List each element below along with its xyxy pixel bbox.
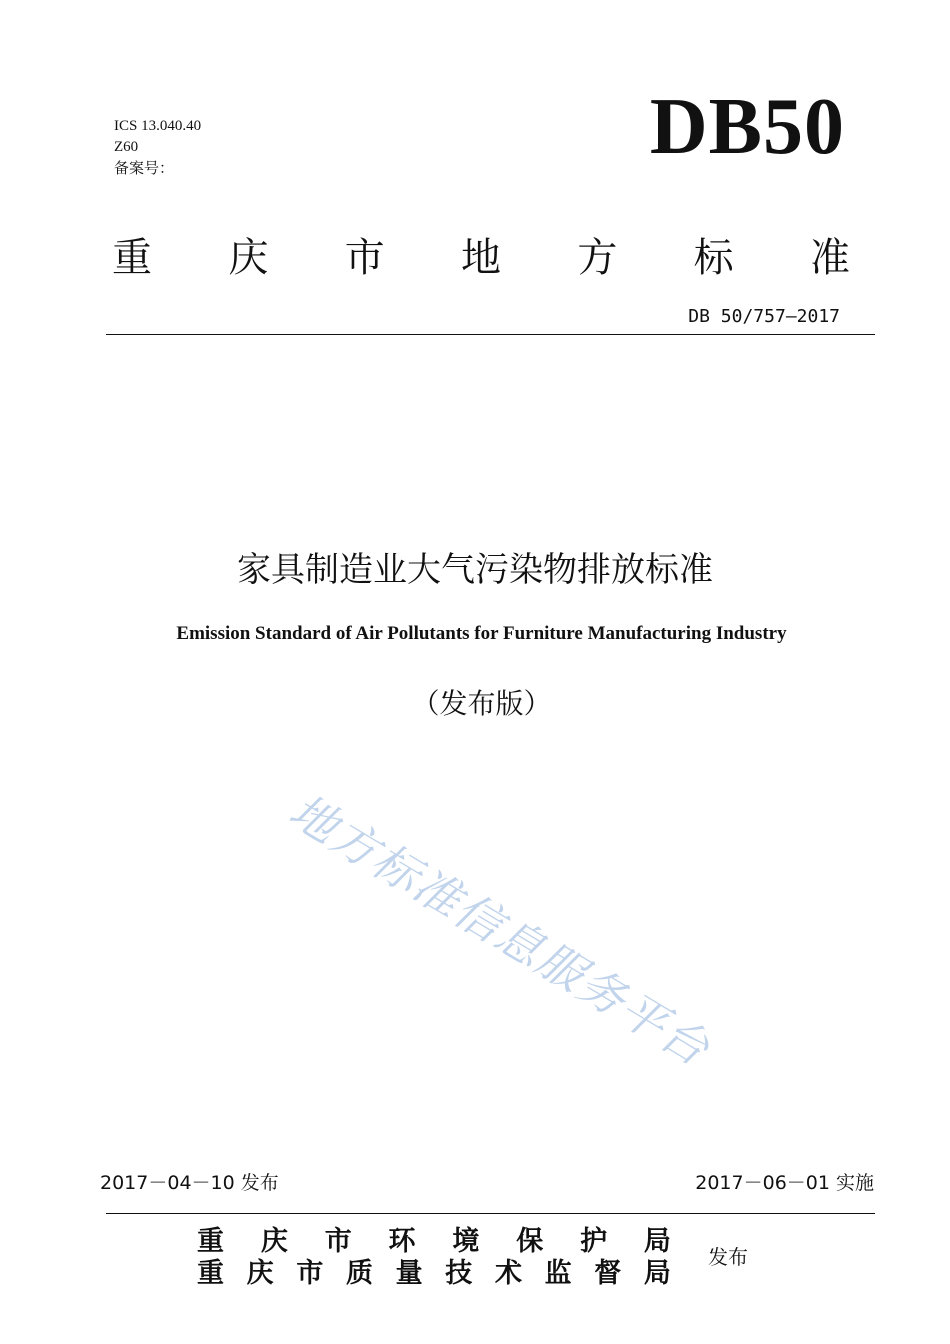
issuer-char: 重	[197, 1258, 224, 1289]
document-title-chinese: 家具制造业大气污染物排放标准	[237, 550, 713, 590]
issue-date: 2017－04－10 发布	[100, 1172, 279, 1194]
issuer-char: 保	[516, 1226, 544, 1257]
issuer-char: 局	[643, 1226, 671, 1257]
standard-type-char: 市	[344, 235, 385, 281]
issuer-char: 庆	[260, 1226, 288, 1257]
watermark: 地方标准信息服务平台	[280, 783, 720, 1077]
standard-code-logo: DB50	[649, 83, 845, 171]
issuer-char: 境	[452, 1226, 480, 1257]
issuer-char: 市	[324, 1226, 352, 1257]
issuer-environmental-bureau	[197, 1226, 671, 1258]
standard-type-char: 方	[577, 235, 618, 281]
issuer-char: 量	[395, 1258, 423, 1289]
standard-type-char: 地	[460, 235, 501, 281]
issuer-char: 督	[594, 1258, 622, 1289]
implementation-date: 2017－06－01 实施	[695, 1172, 874, 1194]
classification-code: Z60	[114, 139, 139, 155]
standard-type-char: 准	[809, 235, 850, 281]
issuer-char: 环	[388, 1226, 416, 1257]
issuer-char: 质	[345, 1258, 373, 1289]
document-title-english: Emission Standard of Air Pollutants for Furniture Manufacturing Industry	[176, 623, 787, 644]
issuer-char: 局	[643, 1258, 671, 1289]
standard-number: DB 50/757—2017	[688, 306, 840, 327]
standard-type-heading	[112, 230, 850, 286]
issuer-char: 术	[494, 1258, 522, 1289]
standard-type-char: 标	[693, 235, 734, 281]
issuer-char: 庆	[246, 1258, 274, 1289]
publish-label: 发布	[708, 1245, 748, 1269]
bottom-divider	[106, 1213, 875, 1214]
issuer-quality-bureau	[197, 1258, 671, 1290]
issuer-char: 监	[544, 1258, 572, 1289]
edition-label: （发布版）	[411, 687, 552, 720]
issuer-char: 重	[197, 1226, 224, 1257]
issuer-char: 技	[445, 1258, 473, 1289]
standard-type-char: 重	[112, 235, 152, 281]
issuer-char: 市	[296, 1258, 324, 1289]
ics-code: ICS 13.040.40	[114, 118, 202, 134]
record-number-label: 备案号：	[114, 161, 175, 177]
standard-type-char: 庆	[228, 235, 269, 281]
issuer-char: 护	[580, 1226, 608, 1257]
top-divider	[106, 334, 875, 335]
